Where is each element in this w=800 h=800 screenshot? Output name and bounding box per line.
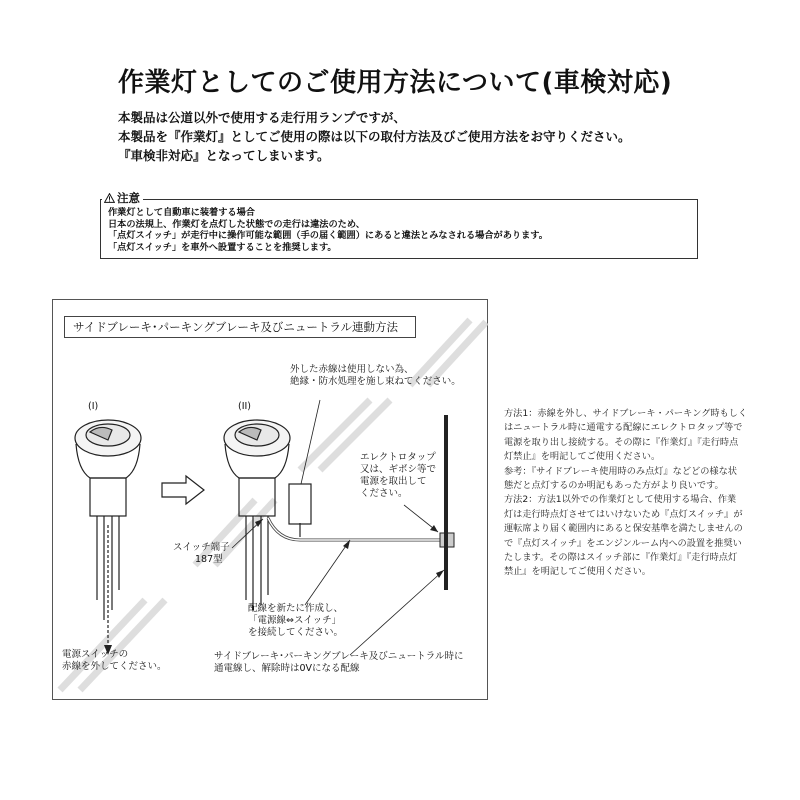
diagram-header: サイドブレーキ･パーキングブレーキ及びニュートラル連動方法 bbox=[64, 316, 416, 338]
method-note-line: で『点灯スイッチ』をエンジンルーム内への設置を推奨い bbox=[504, 537, 742, 549]
insulated-wire-bundle bbox=[289, 484, 311, 524]
method-note-line: 運転席より届く範囲内にあると保安基準を満たしませんの bbox=[504, 523, 743, 535]
caution-line: 日本の法規上、作業灯を点灯した状態での走行は違法のため、 bbox=[108, 218, 365, 230]
page-title: 作業灯としてのご使用方法について(車検対応) bbox=[118, 68, 673, 98]
arrow-head-icon bbox=[436, 570, 444, 578]
method-note-line: はニュートラル時に通電する配線にエレクトロタップ等で bbox=[504, 422, 743, 434]
note-interlock-wire: サイドブレーキ･パーキングブレーキ及びニュートラル時に 通電線し、解除時は0Vになる配線 bbox=[214, 651, 464, 674]
caution-line: 「点灯スイッチ」を車外へ設置することを推奨します。 bbox=[108, 241, 337, 253]
note-new-wire: 配線を新たに作成し、 「電源線⇔スイッチ」 を接続してください。 bbox=[248, 603, 344, 638]
intro-line: 本製品は公道以外で使用する走行用ランプですが、 bbox=[118, 110, 406, 125]
method-note-line: 禁止』を明記してご使用ください。 bbox=[504, 566, 651, 578]
method-note-line: たします。その際はスイッチ部に『作業灯』『走行時点灯 bbox=[504, 552, 738, 564]
method-note-line: 方法1：赤線を外し、サイドブレーキ・パーキング時もしく bbox=[504, 408, 748, 419]
caution-heading-label: 注意 bbox=[117, 191, 140, 205]
arrow-right-icon bbox=[162, 476, 204, 504]
method-note-line: 灯は走行時点灯させてはいけないため『点灯スイッチ』が bbox=[504, 508, 743, 520]
leader-line bbox=[301, 400, 320, 484]
method-notes bbox=[504, 407, 794, 580]
method-note-line: 参考：『サイドブレーキ使用時のみ点灯』などどの様な状 bbox=[504, 465, 737, 477]
note-electro-tap: エレクトロタップ 又は、ギボシ等で 電源を取出して ください。 bbox=[360, 452, 437, 499]
caution-line: 「点灯スイッチ」が走行中に操作可能な範囲（手の届く範囲）にあると違法とみなされる場合があります。 bbox=[108, 230, 548, 241]
method-note-line: 電源を取り出し接続する。その際に『作業灯』『走行時点 bbox=[504, 436, 739, 448]
caution-line: 作業灯として自動車に装着する場合 bbox=[108, 207, 255, 218]
label-ii: (II) bbox=[238, 401, 252, 412]
intro-line: 本製品を『作業灯』としてご使用の際は以下の取付方法及びご使用方法をお守りください。 bbox=[118, 129, 631, 144]
label-i: (I) bbox=[88, 401, 99, 412]
method-note-line: 方法2：方法1以外での作業灯として使用する場合、作業 bbox=[504, 494, 737, 506]
method-note-line: 態だと点灯するのか明記もあった方がより良いです。 bbox=[504, 480, 724, 492]
note-remove-red-wire: 電源スイッチの 赤線を外してください。 bbox=[62, 649, 167, 672]
intro-line: 『車検非対応』となってしまいます。 bbox=[118, 148, 330, 163]
note-unused-red-wire: 外した赤線は使用しない為、 絶縁・防水処理を施し束ねてください。 bbox=[290, 364, 461, 387]
arrow-head-icon bbox=[430, 525, 438, 532]
note-switch-terminal: スイッチ端子 187型 bbox=[173, 542, 230, 565]
method-note-line: 灯禁止』を明記してご使用ください。 bbox=[504, 451, 661, 463]
